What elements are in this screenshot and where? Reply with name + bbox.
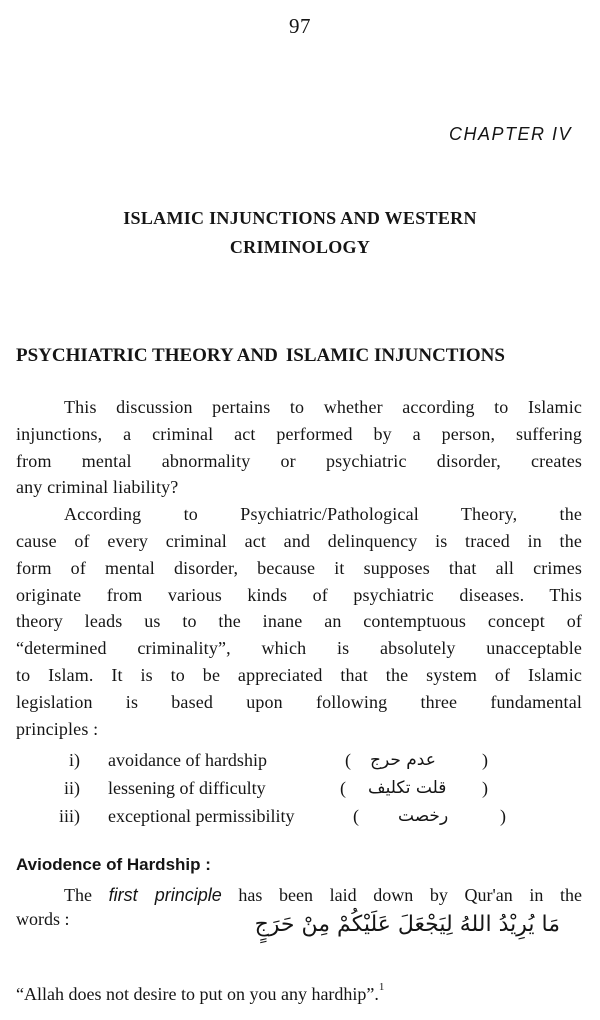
list-item-text: lessening of difficulty <box>108 778 266 798</box>
list-item-marker: i) <box>69 750 80 770</box>
subsection-paragraph <box>16 882 582 909</box>
list-item <box>0 802 600 830</box>
paragraph-2-line: theory leads us to the inane an contemptuous concept of <box>16 611 582 632</box>
paragraph-2-line: originate from various kinds of psychiatric diseases. This <box>16 584 582 605</box>
paragraph-2-line: principles : <box>16 718 99 739</box>
subsection-text-after: has been laid down by Qur'an in the <box>221 885 583 905</box>
subsection-heading: Aviodence of Hardship : <box>16 855 211 874</box>
open-paren: ( <box>353 806 359 826</box>
paragraph-2-line: legislation is based upon following three fundamental <box>16 691 582 712</box>
chapter-title-line-1: ISLAMIC INJUNCTIONS AND WESTERN <box>123 208 477 228</box>
list-item <box>0 746 600 774</box>
paragraph-1-line: injunctions, a criminal act performed by a person, suffering <box>16 423 582 444</box>
paragraph-1-line: any criminal liability? <box>16 477 179 498</box>
verse-translation <box>16 981 385 1005</box>
list-item-marker: ii) <box>64 778 80 798</box>
arabic-term: قلت تکلیف <box>368 778 447 798</box>
paragraph-1-line: from mental abnormality or psychiatric disorder, creates <box>16 450 582 471</box>
list-item-text: exceptional permissibility <box>108 806 295 826</box>
paragraph-2-line: cause of every criminal act and delinquency is traced in the <box>16 530 582 551</box>
translation-text: “Allah does not desire to put on you any hardhip”. <box>16 984 379 1004</box>
subsection-line <box>16 882 582 909</box>
list-item-marker: iii) <box>59 806 80 826</box>
words-label: words : <box>16 909 70 929</box>
chapter-title <box>0 204 600 262</box>
subsection-text-before: The <box>64 885 109 905</box>
first-principle-emphasis: first principle <box>108 885 222 905</box>
section-heading <box>16 345 505 367</box>
page-number: 97 <box>289 14 311 38</box>
close-paren: ) <box>482 750 488 770</box>
list-item <box>0 774 600 802</box>
principles-list <box>0 746 600 830</box>
paragraph-2-line: “determined criminality”, which is absolutely unacceptable <box>16 638 582 659</box>
arabic-term: رخصت <box>398 806 449 826</box>
arabic-term: عدم حرج <box>370 750 436 770</box>
close-paren: ) <box>482 778 488 798</box>
section-heading-part-2: ISLAMIC INJUNCTIONS <box>285 345 505 366</box>
quranic-verse: مَا يُرِيْدُ اللهُ لِيَجْعَلَ عَلَيْكُمْ مِنْ حَرَجٍ <box>254 912 560 937</box>
open-paren: ( <box>340 778 346 798</box>
chapter-label: CHAPTER IV <box>448 124 572 144</box>
list-item-text: avoidance of hardship <box>108 750 267 770</box>
paragraph-2-line: According to Psychiatric/Pathological Theory, the <box>64 504 582 525</box>
paragraph-2-line: to Islam. It is to be appreciated that the system of Islamic <box>16 664 582 685</box>
close-paren: ) <box>500 806 506 826</box>
body-text <box>16 394 582 742</box>
footnote-marker: 1 <box>378 981 385 993</box>
chapter-title-line-2: CRIMINOLOGY <box>229 237 371 257</box>
section-heading-part-1: PSYCHIATRIC THEORY AND <box>16 345 278 366</box>
open-paren: ( <box>345 750 351 770</box>
paragraph-2-line: form of mental disorder, because it supposes that all crimes <box>16 557 582 578</box>
paragraph-1-line: This discussion pertains to whether according to Islamic <box>64 397 582 417</box>
